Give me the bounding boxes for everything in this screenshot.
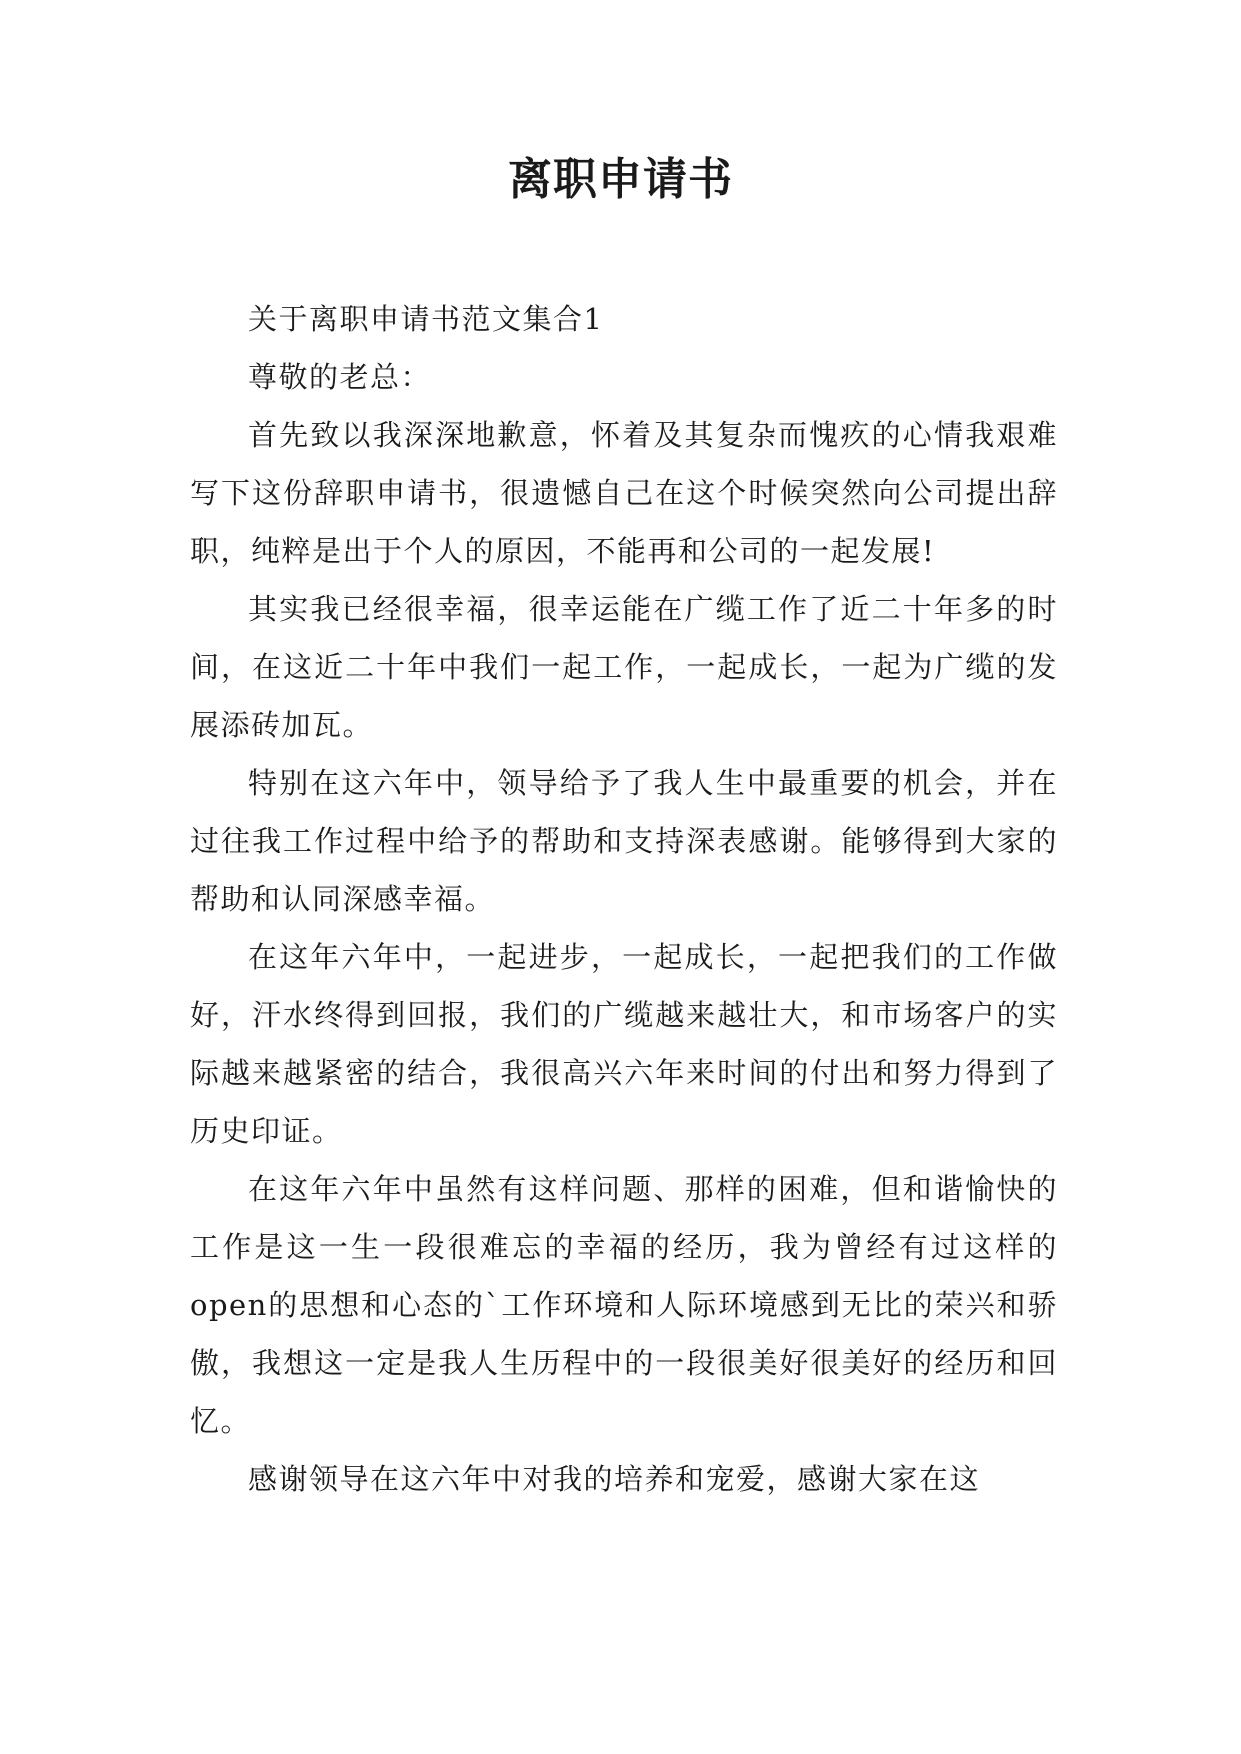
paragraph-salutation: 尊敬的老总： <box>248 360 432 394</box>
document-title: 离职申请书 <box>508 154 733 205</box>
paragraph-heading: 关于离职申请书范文集合1 <box>248 302 604 336</box>
document-body <box>190 290 1058 1508</box>
paragraph: 在这年六年中，一起进步，一起成长，一起把我们的工作做好，汗水终得到回报，我们的广缆越来越壮大，和市场客户的实际越来越紧密的结合，我很高兴六年来时间的付出和努力得到了历史印证。 <box>190 940 1058 1148</box>
paragraph: 在这年六年中虽然有这样问题、那样的困难，但和谐愉快的工作是这一生一段很难忘的幸福的经历，我为曾经有过这样的open的思想和心态的`工作环境和人际环境感到无比的荣兴和骄傲，我想这一定是我人生历程中的一段很美好很美好的经历和回忆。 <box>190 1172 1058 1438</box>
paragraph: 首先致以我深深地歉意，怀着及其复杂而愧疚的心情我艰难写下这份辞职申请书，很遗憾自己在这个时候突然向公司提出辞职，纯粹是出于个人的原因，不能再和公司的一起发展! <box>190 418 1058 568</box>
paragraph: 其实我已经很幸福，很幸运能在广缆工作了近二十年多的时间，在这近二十年中我们一起工作，一起成长，一起为广缆的发展添砖加瓦。 <box>190 592 1058 742</box>
paragraph: 特别在这六年中，领导给予了我人生中最重要的机会，并在过往我工作过程中给予的帮助和支持深表感谢。能够得到大家的帮助和认同深感幸福。 <box>190 766 1058 916</box>
paragraph: 感谢领导在这六年中对我的培养和宠爱，感谢大家在这 <box>248 1462 981 1496</box>
